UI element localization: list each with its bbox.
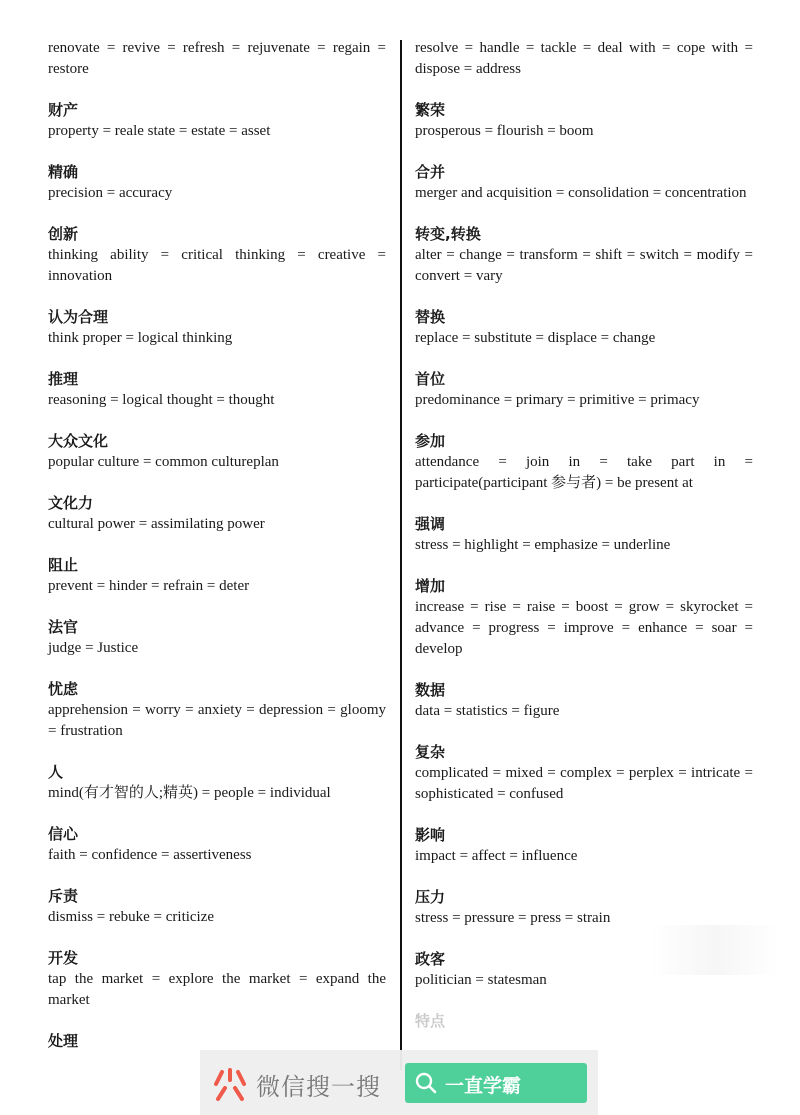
- entry-synonyms: thinking ability = critical thinking = creative = innovation: [48, 247, 386, 284]
- vocab-entry: [48, 1031, 386, 1052]
- vocab-entry: [415, 162, 753, 204]
- entry-heading: 认为合理: [48, 308, 109, 326]
- entry-heading: 替换: [415, 308, 446, 326]
- entry-synonyms: property = reale state = estate = asset: [48, 123, 271, 139]
- entry-heading: 信心: [48, 825, 79, 843]
- entry-heading: 复杂: [415, 743, 446, 761]
- vocab-entry: [48, 369, 386, 411]
- vocab-entry: [48, 886, 386, 928]
- entry-synonyms: reasoning = logical thought = thought: [48, 392, 275, 408]
- vocab-entry: [415, 576, 753, 660]
- vocab-entry: [48, 948, 386, 1011]
- entry-heading: 强调: [415, 515, 446, 533]
- vocab-entry: [415, 38, 753, 80]
- right-vocabulary-column: [415, 38, 753, 1052]
- entry-synonyms: impact = affect = influence: [415, 848, 578, 864]
- entry-synonyms: cultural power = assimilating power: [48, 516, 265, 532]
- vocab-entry: [415, 514, 753, 556]
- vocab-entry: [48, 224, 386, 287]
- vocab-entry: [415, 307, 753, 349]
- vocab-entry: [48, 824, 386, 866]
- entry-heading: 大众文化: [48, 432, 109, 450]
- entry-synonyms: stress = pressure = press = strain: [415, 910, 611, 926]
- vocab-entry: [48, 307, 386, 349]
- vocab-entry: [415, 431, 753, 494]
- entry-heading: 人: [48, 763, 64, 781]
- entry-heading: 合并: [415, 163, 446, 181]
- entry-synonyms: complicated = mixed = complex = perplex = intricate = sophisticated = confused: [415, 765, 753, 802]
- watermark-text: 微信搜一搜: [256, 1073, 381, 1101]
- vocab-entry: [48, 493, 386, 535]
- entry-synonyms: alter = change = transform = shift = switch = modify = convert = vary: [415, 247, 753, 284]
- vocab-entry: [48, 617, 386, 659]
- entry-synonyms: think proper = logical thinking: [48, 330, 233, 346]
- entry-synonyms: prosperous = flourish = boom: [415, 123, 594, 139]
- entry-heading: 文化力: [48, 494, 94, 512]
- entry-synonyms: mind(有才智的人;精英) = people = individual: [48, 785, 331, 801]
- entry-synonyms: popular culture = common cultureplan: [48, 454, 279, 470]
- entry-synonyms: faith = confidence = assertiveness: [48, 847, 252, 863]
- entry-heading: 首位: [415, 370, 446, 388]
- entry-heading: 转变,转换: [415, 225, 481, 243]
- entry-synonyms: stress = highlight = emphasize = underline: [415, 537, 671, 553]
- entry-synonyms: apprehension = worry = anxiety = depression = gloomy = frustration: [48, 702, 386, 739]
- entry-synonyms: increase = rise = raise = boost = grow = skyrocket = advance = progress = improve = enhance = soar = develop: [415, 599, 753, 657]
- vocab-entry: [48, 762, 386, 804]
- entry-synonyms: judge = Justice: [48, 640, 139, 656]
- vocab-entry: [48, 38, 386, 80]
- vocab-entry: [415, 887, 753, 929]
- magnifier-icon: [415, 1072, 437, 1094]
- entry-heading: 增加: [415, 577, 446, 595]
- entry-heading: 繁荣: [415, 101, 446, 119]
- entry-heading: 影响: [415, 826, 446, 844]
- wechat-search-logo-icon: [212, 1068, 248, 1102]
- entry-heading: 阻止: [48, 556, 79, 574]
- entry-heading: 政客: [415, 950, 446, 968]
- entry-synonyms: replace = substitute = displace = change: [415, 330, 656, 346]
- entry-heading: 财产: [48, 101, 79, 119]
- entry-heading: 斥责: [48, 887, 79, 905]
- watermark-search-label: 一直学霸: [445, 1075, 522, 1097]
- vocab-entry: [415, 680, 753, 722]
- vocab-entry: [415, 1011, 753, 1032]
- column-divider: [400, 40, 402, 1070]
- entry-synonyms: resolve = handle = tackle = deal with = cope with = dispose = address: [415, 40, 753, 77]
- entry-heading: 推理: [48, 370, 79, 388]
- entry-synonyms: data = statistics = figure: [415, 703, 560, 719]
- wechat-search-watermark: [200, 1050, 598, 1115]
- entry-heading: 数据: [415, 681, 446, 699]
- vocab-entry: [48, 100, 386, 142]
- vocab-entry: [415, 224, 753, 287]
- entry-heading: 参加: [415, 432, 446, 450]
- vocab-entry: [48, 555, 386, 597]
- vocab-entry: [48, 679, 386, 742]
- entry-synonyms: attendance = join in = take part in = participate(participant 参与者) = be present at: [415, 454, 753, 491]
- entry-heading: 特点: [415, 1012, 446, 1030]
- entry-heading: 创新: [48, 225, 79, 243]
- entry-synonyms: prevent = hinder = refrain = deter: [48, 578, 250, 594]
- entry-heading: 开发: [48, 949, 79, 967]
- left-vocabulary-column: [48, 38, 386, 1072]
- entry-heading: 忧虑: [48, 680, 79, 698]
- entry-heading: 处理: [48, 1032, 79, 1050]
- vocab-entry: [48, 162, 386, 204]
- entry-synonyms: dismiss = rebuke = criticize: [48, 909, 215, 925]
- entry-synonyms: merger and acquisition = consolidation = concentration: [415, 185, 747, 201]
- scan-artifact: [650, 925, 780, 975]
- entry-synonyms: renovate = revive = refresh = rejuvenate = regain = restore: [48, 40, 386, 77]
- vocab-entry: [415, 100, 753, 142]
- entry-synonyms: politician = statesman: [415, 972, 547, 988]
- entry-synonyms: predominance = primary = primitive = primacy: [415, 392, 700, 408]
- entry-synonyms: precision = accuracy: [48, 185, 173, 201]
- entry-heading: 法官: [48, 618, 79, 636]
- vocab-entry: [415, 742, 753, 805]
- vocab-entry: [415, 825, 753, 867]
- watermark-search-box: [405, 1063, 587, 1103]
- entry-synonyms: tap the market = explore the market = expand the market: [48, 971, 386, 1008]
- vocab-entry: [48, 431, 386, 473]
- entry-heading: 压力: [415, 888, 446, 906]
- vocab-entry: [415, 369, 753, 411]
- entry-heading: 精确: [48, 163, 79, 181]
